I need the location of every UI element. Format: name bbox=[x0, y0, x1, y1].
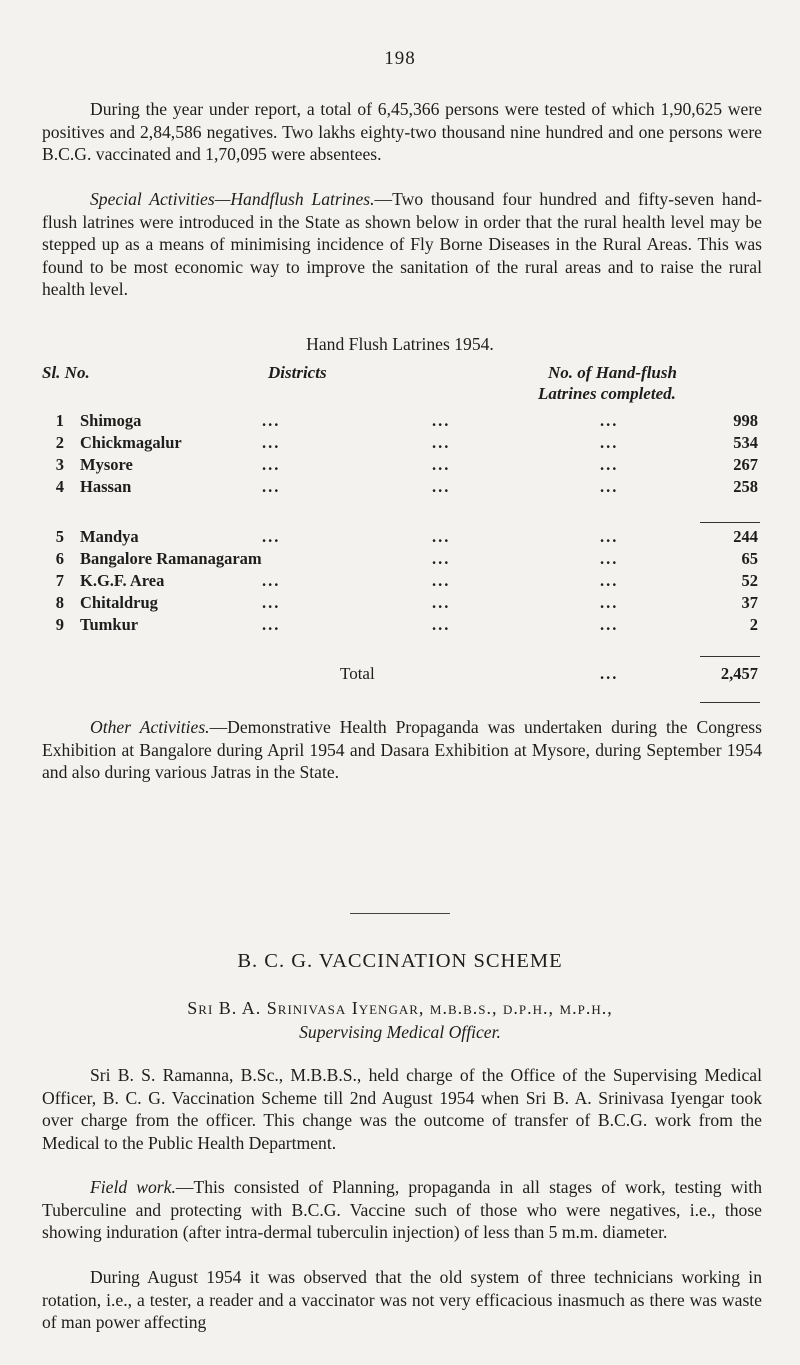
row-count: 267 bbox=[733, 455, 758, 474]
row-dots-1: ... bbox=[262, 455, 281, 474]
intro-text: During the year under report, a total of 6,45,366 persons were tested of which 1,90,625 were positives and 2,84,586 negatives. Two lakhs eighty-two thousand nine hundred and one persons were B.C.G. vaccinated and 1,70,095 were absentees. bbox=[42, 99, 762, 165]
row-dots-3: ... bbox=[600, 615, 619, 634]
special-activities-heading: Special Activities—Handflush Latrines. bbox=[90, 189, 375, 209]
other-activities-text: —Demonstrative Health Propaganda was undertaken during the Congress Exhibition at Bangalore during April 1954 and Dasara Exhibition at Mysore, during September 1954 and also during various Jatras in the State. bbox=[42, 717, 762, 783]
total-dots: ... bbox=[600, 664, 619, 683]
officer-role: Supervising Medical Officer. bbox=[299, 1022, 501, 1042]
row-dots-3: ... bbox=[600, 571, 619, 590]
row-dots-2: ... bbox=[432, 593, 451, 612]
header-districts: Districts bbox=[268, 363, 327, 382]
intro-paragraph bbox=[42, 98, 762, 166]
row-sl-no: 8 bbox=[55, 593, 64, 612]
row-dots-1: ... bbox=[262, 593, 281, 612]
section-divider bbox=[350, 913, 450, 914]
row-dots-2: ... bbox=[432, 433, 451, 452]
row-district: Chickmagalur bbox=[80, 433, 182, 452]
row-dots-3: ... bbox=[600, 549, 619, 568]
row-sl-no: 7 bbox=[55, 571, 64, 590]
row-dots-3: ... bbox=[600, 411, 619, 430]
special-activities-paragraph bbox=[42, 188, 762, 301]
row-district: Shimoga bbox=[80, 411, 142, 430]
row-sl-no: 6 bbox=[55, 549, 64, 568]
row-count: 52 bbox=[741, 571, 758, 590]
row-dots-1: ... bbox=[262, 571, 281, 590]
header-completed-line1: No. of Hand-flush bbox=[548, 363, 677, 382]
row-district: Chitaldrug bbox=[80, 593, 158, 612]
row-dots-2: ... bbox=[432, 571, 451, 590]
bcg-paragraph-1-text: Sri B. S. Ramanna, B.Sc., M.B.B.S., held charge of the Office of the Supervising Medical Officer, B. C. G. Vaccination Scheme till 2nd August 1954 when Sri B. A. Srinivasa Iyengar took over charge from the officer. This change was the outcome of transfer of B.C.G. work from the Medical to the Public Health Department. bbox=[42, 1065, 762, 1153]
bcg-section-title: B. C. G. VACCINATION SCHEME bbox=[237, 950, 563, 972]
row-district: K.G.F. Area bbox=[80, 571, 165, 590]
row-dots-2: ... bbox=[432, 615, 451, 634]
row-dots-2: ... bbox=[432, 455, 451, 474]
bcg-paragraph-3 bbox=[42, 1266, 762, 1334]
row-dots-2: ... bbox=[432, 477, 451, 496]
special-activities-text: —Two thousand four hundred and fifty-seven hand-flush latrines were introduced in the State as shown below in order that the rural health level may be stepped up as a means of minimising incidence of Fly Borne Diseases in the Rural Areas. This was found to be most economic way to improve the sanitation of the rural areas and to raise the rural health level. bbox=[42, 189, 762, 300]
row-count: 258 bbox=[733, 477, 758, 496]
total-rule-top bbox=[700, 656, 760, 657]
page-number: 198 bbox=[384, 48, 416, 69]
row-sl-no: 2 bbox=[55, 433, 64, 452]
row-dots-3: ... bbox=[600, 477, 619, 496]
header-completed-line2: Latrines completed. bbox=[538, 384, 676, 403]
row-count: 244 bbox=[733, 527, 758, 546]
row-district: Tumkur bbox=[80, 615, 139, 634]
row-sl-no: 3 bbox=[55, 455, 64, 474]
row-dots-1: ... bbox=[262, 411, 281, 430]
field-work-paragraph bbox=[42, 1176, 762, 1244]
row-dots-3: ... bbox=[600, 593, 619, 612]
row-district: Hassan bbox=[80, 477, 132, 496]
row-dots-1: ... bbox=[262, 433, 281, 452]
row-dots-1: ... bbox=[262, 615, 281, 634]
total-rule-bottom bbox=[700, 702, 760, 703]
officer-name: Sri B. A. Srinivasa Iyengar, m.b.b.s., d.p.h., m.p.h., bbox=[187, 998, 613, 1018]
total-label: Total bbox=[340, 664, 375, 683]
field-work-heading: Field work. bbox=[90, 1177, 176, 1197]
row-district: Mandya bbox=[80, 527, 139, 546]
table-title: Hand Flush Latrines 1954. bbox=[306, 334, 494, 354]
total-value: 2,457 bbox=[720, 664, 758, 683]
row-dots-1: ... bbox=[262, 477, 281, 496]
bcg-paragraph-1 bbox=[42, 1064, 762, 1154]
row-dots-2: ... bbox=[432, 411, 451, 430]
row-dots-3: ... bbox=[600, 527, 619, 546]
row-sl-no: 9 bbox=[55, 615, 64, 634]
row-count: 65 bbox=[741, 549, 758, 568]
bcg-paragraph-3-text: During August 1954 it was observed that the old system of three technicians working in rotation, i.e., a tester, a reader and a vaccinator was not very efficacious inasmuch as there was waste of man power affecting bbox=[42, 1267, 762, 1333]
row-dots-2: ... bbox=[432, 527, 451, 546]
row-count: 998 bbox=[733, 411, 758, 430]
row-district: Bangalore Ramanagaram bbox=[80, 549, 262, 568]
row-dots-2: ... bbox=[432, 549, 451, 568]
row-dots-3: ... bbox=[600, 455, 619, 474]
row-sl-no: 5 bbox=[55, 527, 64, 546]
row-dots-3: ... bbox=[600, 433, 619, 452]
row-count: 37 bbox=[741, 593, 758, 612]
subtotal-rule bbox=[700, 522, 760, 523]
row-dots-1: ... bbox=[262, 527, 281, 546]
header-sl-no: Sl. No. bbox=[42, 363, 90, 382]
row-count: 2 bbox=[749, 615, 758, 634]
row-count: 534 bbox=[733, 433, 758, 452]
other-activities-paragraph bbox=[42, 716, 762, 784]
row-sl-no: 4 bbox=[55, 477, 64, 496]
row-sl-no: 1 bbox=[55, 411, 64, 430]
row-district: Mysore bbox=[80, 455, 133, 474]
field-work-text: —This consisted of Planning, propaganda in all stages of work, testing with Tuberculine and protecting with B.C.G. Vaccine such of those who were negatives, i.e., those showing induration (after intra-dermal tuberculin injection) of less than 5 m.m. diameter. bbox=[42, 1177, 762, 1243]
other-activities-heading: Other Activities. bbox=[90, 717, 210, 737]
